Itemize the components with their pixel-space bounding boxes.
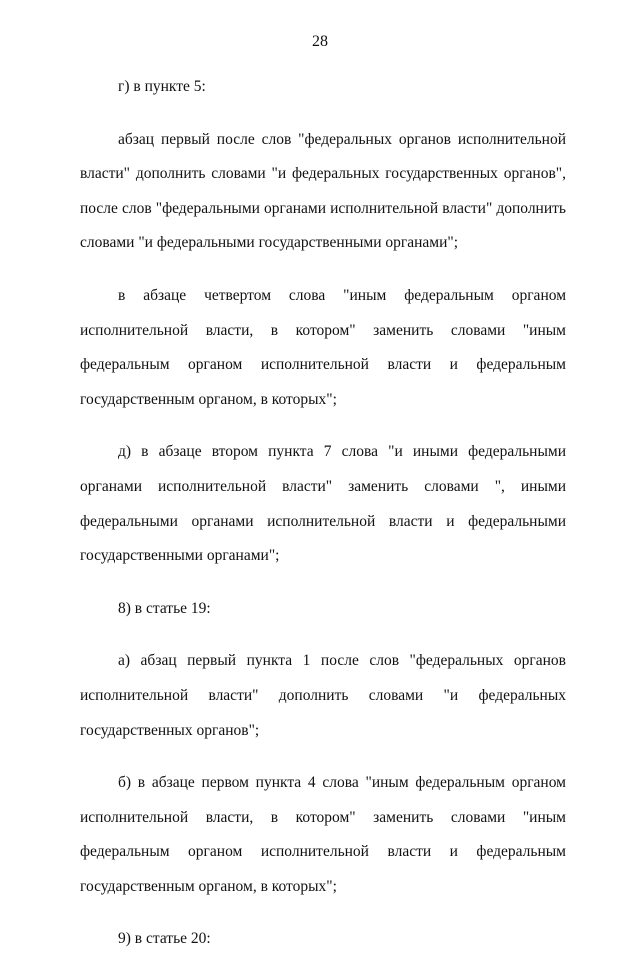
paragraph-abzac-fourth: в абзаце четвертом слова "иным федеральным органом исполнительной власти, в котором" заменить словами "иным федеральным органом исполнительной власти и федеральным государственным органом, в которых"; — [80, 286, 566, 408]
document-body — [80, 70, 566, 975]
paragraph-item-d: д) в абзаце втором пункта 7 слова "и иными федеральными органами исполнительной власти" заменить словами ", иными федеральными органами исполнительной власти и федеральными государственными органами"; — [80, 443, 566, 565]
paragraph-article-19: 8) в статье 19: — [118, 599, 211, 617]
page-number: 28 — [312, 33, 328, 50]
paragraph-item-a: а) абзац первый пункта 1 после слов "федеральных органов исполнительной власти" дополнить словами "и федеральных государственных органов"; — [80, 652, 566, 739]
paragraph-item-b: б) в абзаце первом пункта 4 слова "иным федеральным органом исполнительной власти, в котором" заменить словами "иным федеральным органом исполнительной власти и федеральным государственным органом, в которых"; — [80, 774, 566, 895]
paragraph-item-g: г) в пункте 5: — [118, 78, 206, 95]
paragraph-abzac-first: абзац первый после слов "федеральных органов исполнительной власти" дополнить словами "и федеральных государственных органов", после слов "федеральными органами исполнительной власти" дополнить словами "и федеральными государственными органами"; — [80, 130, 566, 252]
paragraph-article-20: 9) в статье 20: — [118, 930, 211, 948]
